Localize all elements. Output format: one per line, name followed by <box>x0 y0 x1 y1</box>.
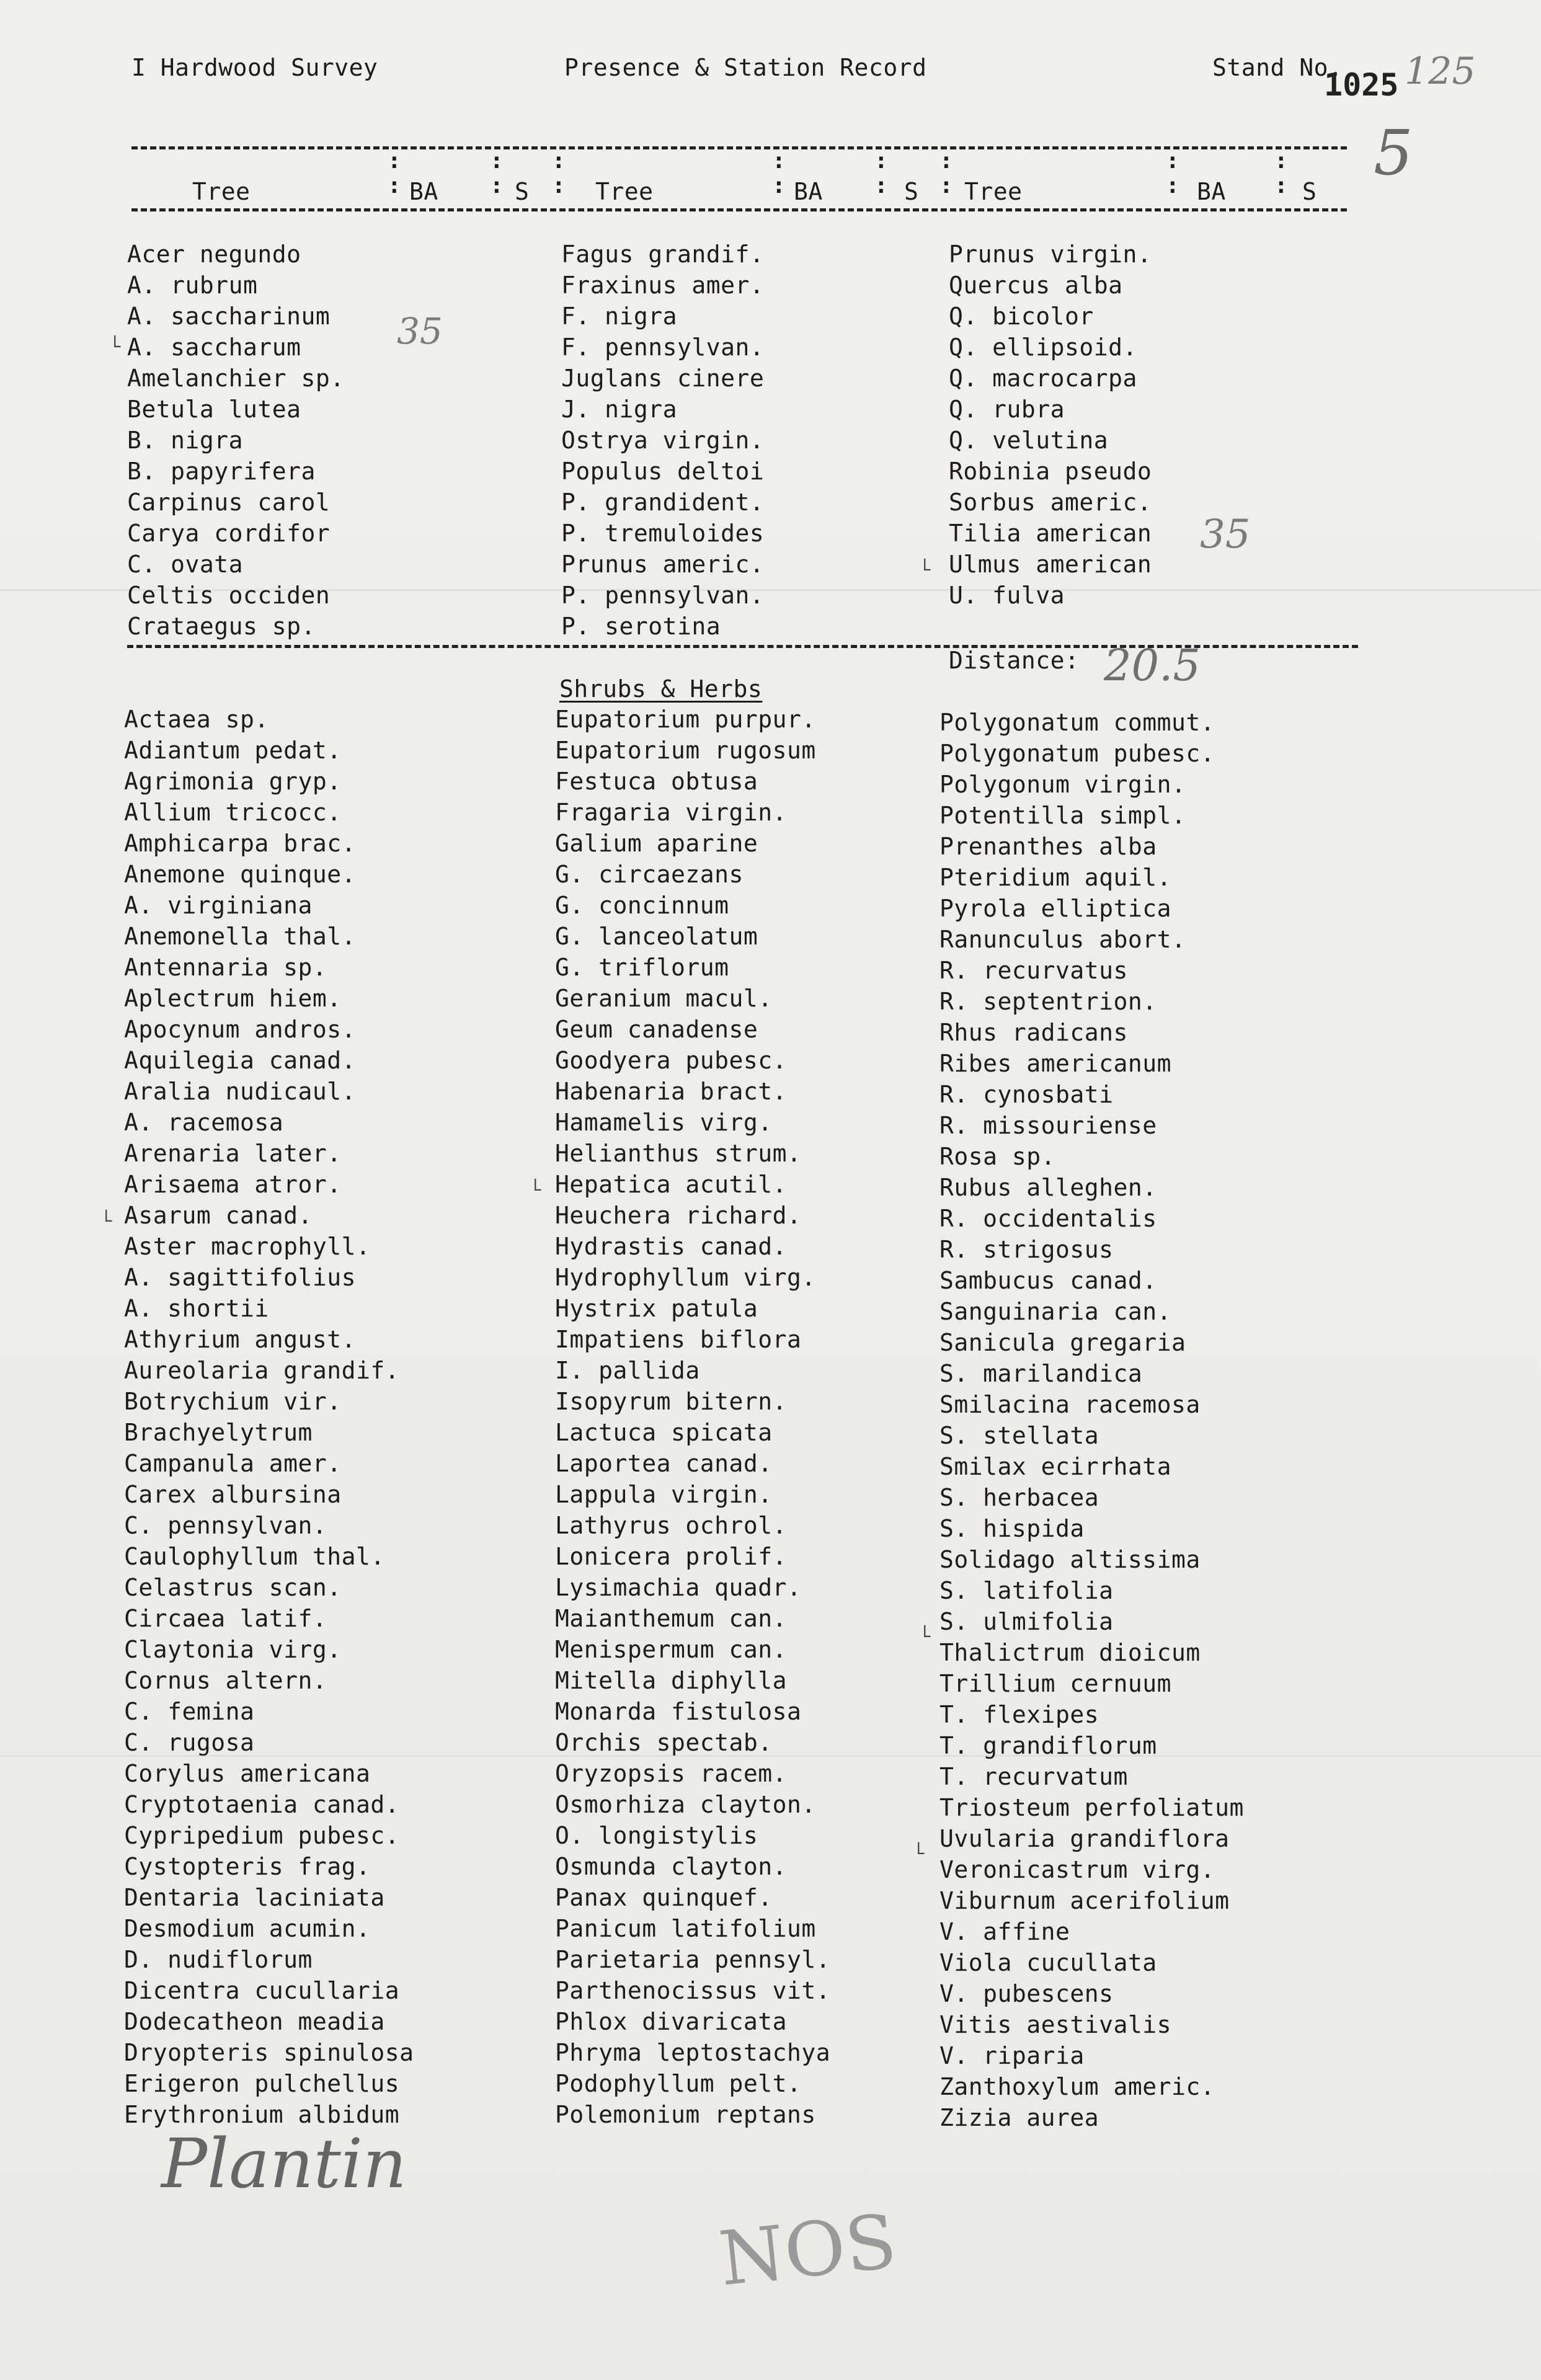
herb-species-item: Laportea canad. <box>555 1450 773 1477</box>
stand-number-handwritten: 125 <box>1405 50 1476 93</box>
herb-species-item: Erythronium albidum <box>124 2101 400 2128</box>
check-mark: ˪ <box>113 322 122 354</box>
tree-col-header-1: Tree <box>192 178 251 205</box>
column-separator: : : <box>388 148 401 198</box>
tree-species-item: C. ovata <box>127 551 244 578</box>
herb-species-item: Solidago altissima <box>939 1546 1201 1573</box>
herb-species-item: Carex albursina <box>124 1481 342 1508</box>
herb-species-item: Circaea latif. <box>124 1605 327 1632</box>
tree-species-item: Tilia american <box>949 520 1152 547</box>
survey-title: I Hardwood Survey <box>131 54 378 81</box>
tree-species-item: Ulmus american <box>949 551 1152 578</box>
herb-species-item: S. herbacea <box>939 1484 1099 1511</box>
tree-species-item: U. fulva <box>949 582 1065 609</box>
check-mark: ˪ <box>104 1197 113 1228</box>
tree-species-item: Q. macrocarpa <box>949 365 1137 392</box>
herb-species-item: Lappula virgin. <box>555 1481 773 1508</box>
distance-label: Distance: <box>949 647 1080 674</box>
check-mark: ˪ <box>917 1829 926 1861</box>
herb-species-item: A. virginiana <box>124 892 313 919</box>
herb-species-item: Aster macrophyll. <box>124 1233 371 1260</box>
column-separator: : : <box>874 148 888 198</box>
herb-species-item: R. strigosus <box>939 1236 1114 1263</box>
herb-species-item: Celastrus scan. <box>124 1574 342 1601</box>
herb-species-item: Maianthemum can. <box>555 1605 788 1632</box>
herb-species-item: Monarda fistulosa <box>555 1698 802 1725</box>
herb-species-item: Phlox divaricata <box>555 2008 788 2035</box>
distance-value-handwritten: 20.5 <box>1104 640 1201 691</box>
herb-species-item: Geranium macul. <box>555 985 773 1012</box>
herb-species-item: R. recurvatus <box>939 957 1128 984</box>
herb-species-item: Galium aparine <box>555 830 758 857</box>
s-col-header-2: S <box>904 178 919 205</box>
herb-species-item: Pyrola elliptica <box>939 895 1172 922</box>
ba-handwritten-saccharinum: 35 <box>397 310 443 352</box>
herb-species-item: Oryzopsis racem. <box>555 1760 788 1787</box>
herb-species-item: S. ulmifolia <box>939 1608 1114 1635</box>
tree-species-item: Quercus alba <box>949 272 1123 299</box>
herb-species-item: D. nudiflorum <box>124 1946 313 1973</box>
margin-handwritten-number: 5 <box>1374 117 1413 189</box>
tree-species-item: Robinia pseudo <box>949 458 1152 485</box>
herb-species-item: A. racemosa <box>124 1109 284 1136</box>
tree-species-item: Q. rubra <box>949 396 1065 423</box>
tree-species-item: Populus deltoi <box>561 458 765 485</box>
herb-species-item: Desmodium acumin. <box>124 1915 371 1942</box>
herb-species-item: Dodecatheon meadia <box>124 2008 385 2035</box>
tree-species-item: F. pennsylvan. <box>561 334 765 361</box>
herb-species-item: Amphicarpa brac. <box>124 830 357 857</box>
herb-species-item: R. cynosbati <box>939 1081 1114 1108</box>
herb-species-item: Hamamelis virg. <box>555 1109 773 1136</box>
tree-species-item: Acer negundo <box>127 241 301 268</box>
herb-species-item: Agrimonia gryp. <box>124 768 342 795</box>
herb-species-item: Zizia aurea <box>939 2104 1099 2131</box>
tree-list-col-3 <box>949 239 1152 611</box>
stand-label: Stand No. <box>1212 54 1343 81</box>
herb-species-item: Impatiens biflora <box>555 1326 802 1353</box>
tree-species-item: Betula lutea <box>127 396 301 423</box>
herb-species-item: Rhus radicans <box>939 1019 1128 1046</box>
herb-species-item: A. shortii <box>124 1295 269 1322</box>
herb-species-item: I. pallida <box>555 1357 700 1384</box>
tree-col-header-3: Tree <box>964 178 1023 205</box>
ba-col-header-3: BA <box>1197 178 1226 205</box>
herb-species-item: V. riparia <box>939 2042 1085 2069</box>
herb-species-item: Menispermum can. <box>555 1636 788 1663</box>
s-col-header-3: S <box>1302 178 1317 205</box>
herb-species-item: G. concinnum <box>555 892 729 919</box>
shrubs-herbs-heading: Shrubs & Herbs <box>559 675 763 703</box>
herb-species-item: Sanicula gregaria <box>939 1329 1186 1356</box>
ba-col-header-1: BA <box>409 178 438 205</box>
tree-species-item: Carpinus carol <box>127 489 331 516</box>
herb-species-item: Helianthus strum. <box>555 1140 802 1167</box>
herb-species-item: Thalictrum dioicum <box>939 1639 1201 1666</box>
tree-species-item: P. serotina <box>561 613 721 640</box>
tree-species-item: Q. ellipsoid. <box>949 334 1137 361</box>
tree-species-item: Crataegus sp. <box>127 613 316 640</box>
herb-species-item: Mitella diphylla <box>555 1667 788 1694</box>
tree-species-item: Prunus americ. <box>561 551 765 578</box>
herb-species-item: C. pennsylvan. <box>124 1512 327 1539</box>
herb-species-item: Actaea sp. <box>124 706 269 733</box>
herb-list-col-3 <box>939 707 1244 2133</box>
tree-col-header-2: Tree <box>595 178 654 205</box>
herb-species-item: Allium tricocc. <box>124 799 342 826</box>
herb-species-item: Caulophyllum thal. <box>124 1543 385 1570</box>
record-title: Presence & Station Record <box>564 54 927 81</box>
ba-handwritten-tilia: 35 <box>1200 512 1251 557</box>
herb-species-item: Geum canadense <box>555 1016 758 1043</box>
tree-list-col-1 <box>127 239 345 642</box>
herb-species-item: G. triflorum <box>555 954 729 981</box>
handwritten-signature: Plantin <box>161 2124 407 2203</box>
herb-species-item: Potentilla simpl. <box>939 802 1186 829</box>
herb-species-item: S. hispida <box>939 1515 1085 1542</box>
herb-species-item: Eupatorium purpur. <box>555 706 816 733</box>
herb-species-item: Cornus altern. <box>124 1667 327 1694</box>
herb-species-item: Parthenocissus vit. <box>555 1977 831 2004</box>
check-mark: ˪ <box>923 546 932 577</box>
herb-species-item: Festuca obtusa <box>555 768 758 795</box>
herb-species-item: Triosteum perfoliatum <box>939 1794 1244 1821</box>
herb-species-item: O. longistylis <box>555 1822 758 1849</box>
header-rule-bottom <box>131 208 1347 211</box>
tree-species-item: A. saccharinum <box>127 303 331 330</box>
tree-species-item: J. nigra <box>561 396 678 423</box>
herb-species-item: Fragaria virgin. <box>555 799 788 826</box>
herb-species-item: Orchis spectab. <box>555 1729 773 1756</box>
herb-species-item: Panicum latifolium <box>555 1915 816 1942</box>
herb-species-item: Podophyllum pelt. <box>555 2070 802 2097</box>
herb-species-item: Aplectrum hiem. <box>124 985 342 1012</box>
herb-species-item: Arisaema atror. <box>124 1171 342 1198</box>
herb-species-item: Zanthoxylum americ. <box>939 2073 1215 2100</box>
herb-species-item: Goodyera pubesc. <box>555 1047 788 1074</box>
herb-species-item: Antennaria sp. <box>124 954 327 981</box>
herb-species-item: Heuchera richard. <box>555 1202 802 1229</box>
herb-species-item: Rosa sp. <box>939 1143 1056 1170</box>
herb-species-item: Phryma leptostachya <box>555 2039 831 2066</box>
herb-species-item: Hystrix patula <box>555 1295 758 1322</box>
herb-species-item: T. recurvatum <box>939 1763 1128 1790</box>
herb-species-item: T. grandiflorum <box>939 1732 1157 1759</box>
herb-species-item: Sanguinaria can. <box>939 1298 1172 1325</box>
herb-species-item: S. stellata <box>939 1422 1099 1449</box>
column-separator: : : <box>490 148 504 198</box>
column-separator: : : <box>772 148 786 198</box>
tree-species-item: Fagus grandif. <box>561 241 765 268</box>
herb-species-item: Parietaria pennsyl. <box>555 1946 831 1973</box>
herb-species-item: Dryopteris spinulosa <box>124 2039 414 2066</box>
column-separator: : : <box>552 148 566 198</box>
herb-species-item: Adiantum pedat. <box>124 737 342 764</box>
tree-species-item: Carya cordifor <box>127 520 331 547</box>
ba-col-header-2: BA <box>794 178 823 205</box>
herb-species-item: Habenaria bract. <box>555 1078 788 1105</box>
tree-species-item: Fraxinus amer. <box>561 272 765 299</box>
tree-species-item: Amelanchier sp. <box>127 365 345 392</box>
herb-species-item: C. rugosa <box>124 1729 255 1756</box>
herb-species-item: Smilax ecirrhata <box>939 1453 1172 1480</box>
herb-species-item: Aralia nudicaul. <box>124 1078 357 1105</box>
herb-species-item: Uvularia grandiflora <box>939 1825 1230 1852</box>
herb-species-item: Polygonatum pubesc. <box>939 740 1215 767</box>
check-mark: ˪ <box>923 1612 932 1644</box>
herb-species-item: C. femina <box>124 1698 255 1725</box>
column-separator: : : <box>939 148 953 198</box>
herb-species-item: V. affine <box>939 1918 1070 1945</box>
herb-species-item: S. latifolia <box>939 1577 1114 1604</box>
herb-species-item: Prenanthes alba <box>939 833 1157 860</box>
tree-species-item: Q. velutina <box>949 427 1109 454</box>
herb-species-item: Anemone quinque. <box>124 861 357 888</box>
herb-species-item: Hydrastis canad. <box>555 1233 788 1260</box>
herb-species-item: Brachyelytrum <box>124 1419 313 1446</box>
herb-species-item: R. septentrion. <box>939 988 1157 1015</box>
herb-species-item: Erigeron pulchellus <box>124 2070 400 2097</box>
tree-species-item: Prunus virgin. <box>949 241 1152 268</box>
tree-species-item: Sorbus americ. <box>949 489 1152 516</box>
tree-species-item: B. nigra <box>127 427 244 454</box>
herb-species-item: Eupatorium rugosum <box>555 737 816 764</box>
herb-species-item: Smilacina racemosa <box>939 1391 1201 1418</box>
tree-list-col-2 <box>561 239 764 642</box>
handwritten-initials: NOS <box>715 2198 901 2303</box>
herb-species-item: Arenaria later. <box>124 1140 342 1167</box>
herb-species-item: Apocynum andros. <box>124 1016 357 1043</box>
tree-species-item: P. tremuloides <box>561 520 765 547</box>
tree-species-item: P. pennsylvan. <box>561 582 765 609</box>
herb-species-item: G. lanceolatum <box>555 923 758 950</box>
tree-species-item: Q. bicolor <box>949 303 1094 330</box>
column-separator: : : <box>1274 148 1288 198</box>
herb-species-item: Trillium cernuum <box>939 1670 1172 1697</box>
herb-species-item: Sambucus canad. <box>939 1267 1157 1294</box>
herb-species-item: Viburnum acerifolium <box>939 1887 1230 1914</box>
herb-list-col-2 <box>555 704 830 2130</box>
tree-species-item: Celtis occiden <box>127 582 331 609</box>
herb-species-item: Dicentra cucullaria <box>124 1977 400 2004</box>
herb-species-item: A. sagittifolius <box>124 1264 357 1291</box>
herb-species-item: Viola cucullata <box>939 1949 1157 1976</box>
herb-species-item: G. circaezans <box>555 861 744 888</box>
herb-species-item: Campanula amer. <box>124 1450 342 1477</box>
herb-species-item: R. occidentalis <box>939 1205 1157 1232</box>
tree-species-item: F. nigra <box>561 303 678 330</box>
herb-species-item: Lactuca spicata <box>555 1419 773 1446</box>
tree-species-item: Ostrya virgin. <box>561 427 765 454</box>
herb-species-item: Claytonia virg. <box>124 1636 342 1663</box>
herb-species-item: V. pubescens <box>939 1980 1114 2007</box>
herb-species-item: Osmorhiza clayton. <box>555 1791 816 1818</box>
herb-species-item: T. flexipes <box>939 1701 1099 1728</box>
herb-species-item: Polygonum virgin. <box>939 771 1186 798</box>
tree-species-item: B. papyrifera <box>127 458 316 485</box>
tree-species-item: A. saccharum <box>127 334 301 361</box>
tree-species-item: Juglans cinere <box>561 365 765 392</box>
herb-species-item: Aureolaria grandif. <box>124 1357 400 1384</box>
tree-species-item: P. grandident. <box>561 489 765 516</box>
herb-species-item: Cryptotaenia canad. <box>124 1791 400 1818</box>
herb-species-item: Osmunda clayton. <box>555 1853 788 1880</box>
stand-number-stamp: 1025 <box>1324 67 1399 103</box>
herb-species-item: Aquilegia canad. <box>124 1047 357 1074</box>
herb-species-item: Asarum canad. <box>124 1202 313 1229</box>
herb-species-item: Ranunculus abort. <box>939 926 1186 953</box>
herb-species-item: Polygonatum commut. <box>939 709 1215 736</box>
herb-species-item: Polemonium reptans <box>555 2101 816 2128</box>
herb-species-item: Cystopteris frag. <box>124 1853 371 1880</box>
check-mark: ˪ <box>533 1166 543 1197</box>
herb-list-col-1 <box>124 704 414 2130</box>
herb-species-item: Lysimachia quadr. <box>555 1574 802 1601</box>
herb-species-item: Veronicastrum virg. <box>939 1856 1215 1883</box>
herb-species-item: Rubus alleghen. <box>939 1174 1157 1201</box>
herb-species-item: Lathyrus ochrol. <box>555 1512 788 1539</box>
header-rule-top <box>131 146 1347 149</box>
herb-species-item: S. marilandica <box>939 1360 1143 1387</box>
herb-species-item: Hepatica acutil. <box>555 1171 788 1198</box>
herb-species-item: R. missouriense <box>939 1112 1157 1139</box>
herb-species-item: Corylus americana <box>124 1760 371 1787</box>
herb-species-item: Panax quinquef. <box>555 1884 773 1911</box>
herb-species-item: Lonicera prolif. <box>555 1543 788 1570</box>
herb-species-item: Botrychium vir. <box>124 1388 342 1415</box>
herb-species-item: Pteridium aquil. <box>939 864 1172 891</box>
herb-species-item: Dentaria laciniata <box>124 1884 385 1911</box>
tree-species-item: A. rubrum <box>127 272 258 299</box>
herb-species-item: Ribes americanum <box>939 1050 1172 1077</box>
herb-species-item: Anemonella thal. <box>124 923 357 950</box>
column-separator: : : <box>1166 148 1179 198</box>
herb-species-item: Isopyrum bitern. <box>555 1388 788 1415</box>
herb-species-item: Cypripedium pubesc. <box>124 1822 400 1849</box>
herb-species-item: Athyrium angust. <box>124 1326 357 1353</box>
s-col-header-1: S <box>515 178 530 205</box>
herb-species-item: Hydrophyllum virg. <box>555 1264 816 1291</box>
herb-species-item: Vitis aestivalis <box>939 2011 1172 2038</box>
